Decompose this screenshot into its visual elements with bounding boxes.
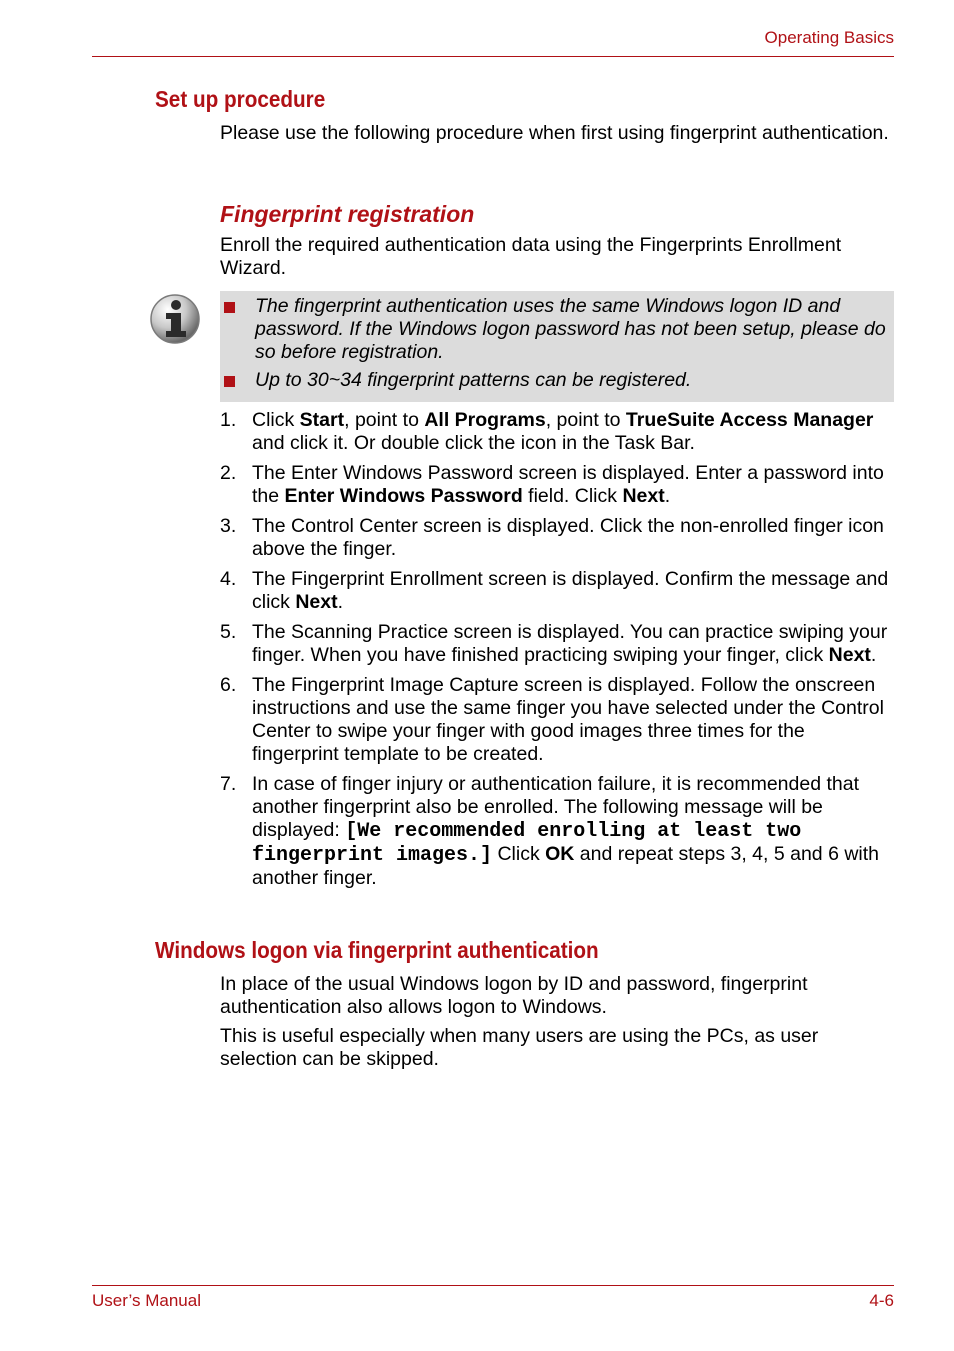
step-text: and repeat steps 3, 4, 5 and 6 with another finger. <box>252 843 880 889</box>
page-number: 4-6 <box>869 1291 894 1310</box>
note-text: The fingerprint authentication uses the same Windows logon ID and password. If the Windows logon password has not been setup, please do so before registration. <box>255 295 886 363</box>
bold-term: Next <box>295 591 338 613</box>
step-text: . <box>870 644 877 666</box>
bold-term: TrueSuite Access Manager <box>625 409 874 431</box>
step-number: 4. <box>220 568 237 590</box>
step-number: 3. <box>220 515 237 537</box>
logon-heading: Windows logon via fingerprint authentication <box>155 937 599 963</box>
step-text: The Fingerprint Enrollment screen is displayed. Confirm the message and click <box>252 568 889 613</box>
square-bullet-icon <box>224 376 235 387</box>
step-text: field. Click <box>522 485 623 507</box>
setup-intro: Please use the following procedure when first using fingerprint authentication. <box>220 122 889 144</box>
running-header: Operating Basics <box>764 28 894 47</box>
bold-term: Start <box>299 409 345 431</box>
step-item <box>220 409 894 455</box>
bold-term: Next <box>828 644 871 666</box>
step-number: 1. <box>220 409 237 431</box>
step-item <box>220 568 894 614</box>
bold-term: OK <box>545 843 575 865</box>
step-item <box>220 462 894 508</box>
step-text: The Control Center screen is displayed. Click the non-enrolled finger icon above the finger. <box>252 515 884 560</box>
step-text: , point to <box>545 409 626 431</box>
logon-para-2: This is useful especially when many users are using the PCs, as user selection can be skipped. <box>220 1025 819 1070</box>
step-number: 6. <box>220 674 237 696</box>
registration-intro: Enroll the required authentication data using the Fingerprints Enrollment Wizard. <box>220 234 842 279</box>
step-text: . <box>664 485 671 507</box>
bold-term: Enter Windows Password <box>284 485 523 507</box>
setup-heading: Set up procedure <box>155 86 326 112</box>
bold-term: Next <box>622 485 665 507</box>
step-text: , point to <box>344 409 425 431</box>
info-icon <box>149 293 201 345</box>
procedure-steps <box>220 409 894 897</box>
square-bullet-icon <box>224 302 235 313</box>
step-number: 5. <box>220 621 237 643</box>
note-box <box>220 291 894 402</box>
step-number: 7. <box>220 773 237 795</box>
registration-heading: Fingerprint registration <box>220 201 475 227</box>
step-text: Click <box>492 843 546 865</box>
step-text: In case of finger injury or authentication failure, it is recommended that another fingerprint also be enrolled. The following message will be displayed: <box>252 773 859 841</box>
footer-title: User’s Manual <box>92 1291 201 1310</box>
step-text: . <box>337 591 344 613</box>
step-item <box>220 515 894 561</box>
bold-term: All Programs <box>424 409 546 431</box>
note-text: Up to 30~34 fingerprint patterns can be registered. <box>255 369 692 391</box>
step-item <box>220 674 894 766</box>
step-text: The Fingerprint Image Capture screen is displayed. Follow the onscreen instructions and use the same finger you have selected under the Control Center to swipe your finger with good images three times for the fingerprint template to be created. <box>252 674 884 765</box>
step-item <box>220 621 894 667</box>
step-text: Click <box>252 409 300 431</box>
step-number: 2. <box>220 462 237 484</box>
step-text: The Scanning Practice screen is displayed. You can practice swiping your finger. When you have finished practicing swiping your finger, click <box>252 621 888 666</box>
step-item <box>220 773 894 890</box>
system-message: [We recommended enrolling at least two fingerprint images.] <box>252 820 802 867</box>
step-text: and click it. Or double click the icon in the Task Bar. <box>252 432 695 454</box>
logon-para-1: In place of the usual Windows logon by ID and password, fingerprint authentication also allows logon to Windows. <box>220 973 808 1018</box>
step-text: The Enter Windows Password screen is displayed. Enter a password into the <box>252 462 884 507</box>
header-rule <box>92 56 894 57</box>
footer-rule <box>92 1285 894 1286</box>
